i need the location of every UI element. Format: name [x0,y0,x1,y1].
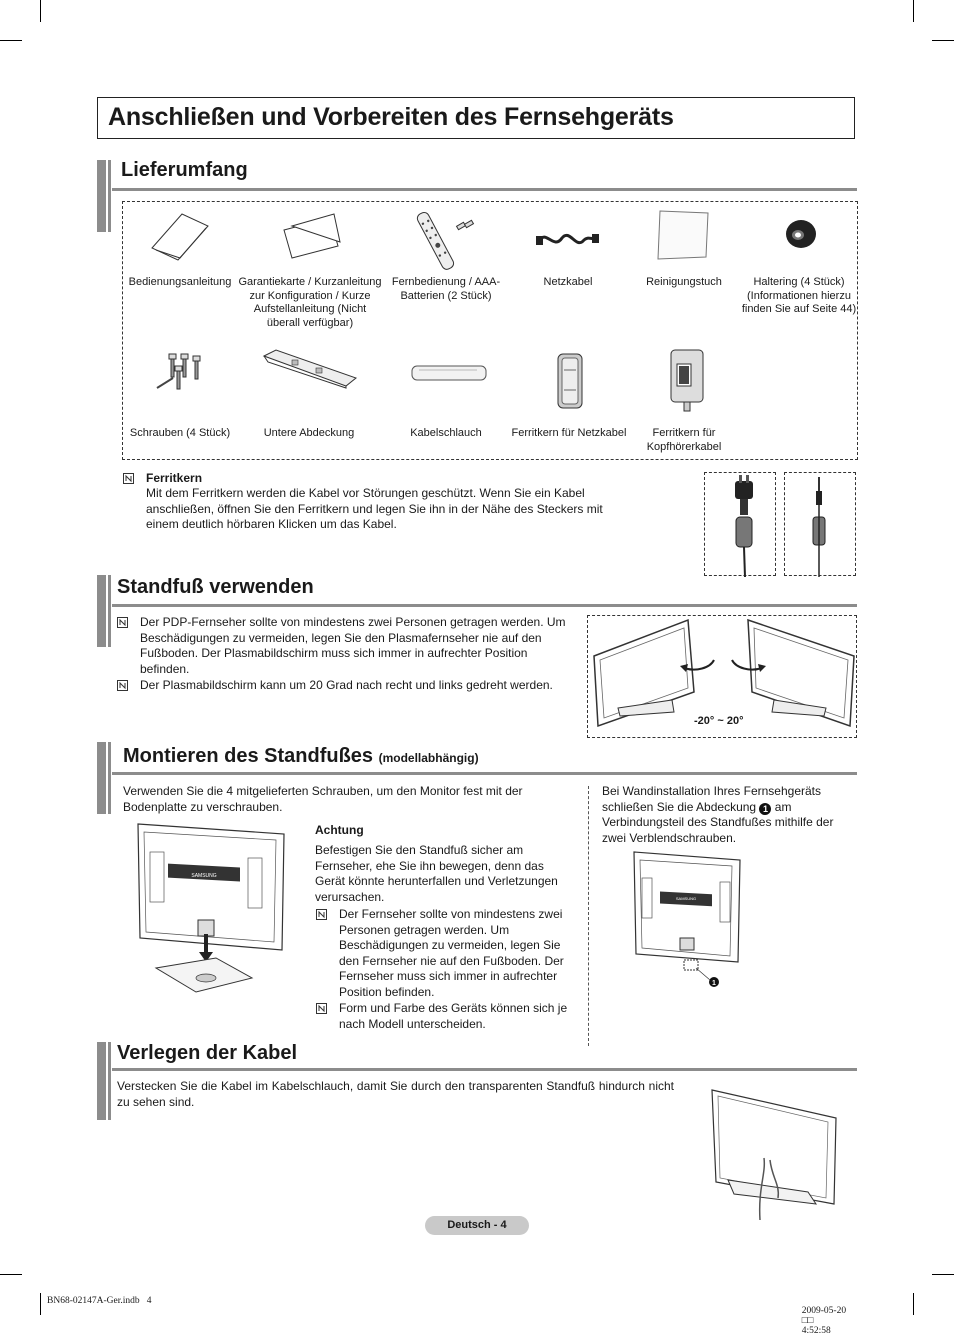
manual-icon [148,212,212,262]
item-label: Untere Abdeckung [263,427,355,439]
ferrite-headphone-cable-icon [785,473,857,577]
section-title-text: Montieren des Standfußes [123,745,374,767]
wall-text-a: Bei Wandinstallation Ihres Fernsehgeräts schließen Sie die Abdeckung [602,784,821,814]
bottom-cover-icon [262,348,358,390]
crop-mark [40,0,41,22]
standfuss-note-1: Der PDP-Fernseher sollte von mindestens zwei Personen getragen werden. Um Beschädigungen zu vermeiden, legen Sie den Plasmafernseher nie auf den Fußboden. Der Plasmabildschirm muss sich immer in aufrechter Position befinden. [140,615,566,676]
section-title-standfuss: Standfuß verwenden [117,576,314,598]
marker-one: 1 [759,803,771,815]
item-label: Fernbedienung / AAA-Batterien (2 Stück) [391,276,501,302]
item-label: Bedienungsanleitung [128,276,232,288]
item-label: Ferritkern für Kopfhörerkabel [646,427,722,453]
cable-tie-icon [411,364,487,382]
holder-ring-icon [784,218,818,250]
footer-date: 2009-05-20 [801,1306,847,1316]
page-number-badge: Deutsch - 4 [425,1216,529,1235]
crop-mark [932,40,954,41]
crop-mark [0,1274,22,1275]
item-label: Garantiekarte / Kurzanleitung zur Konfiguration / Kurze Aufstellanleitung (Nicht überall verfügbar) [238,276,382,329]
crop-mark [913,0,914,22]
note-icon [123,473,134,484]
ferrite-power-cable-icon [705,473,777,577]
section-bar [108,575,111,647]
section-rule [112,1068,857,1071]
standfuss-note-2: Der Plasmabildschirm kann um 20 Grad nach recht und links gedreht werden. [140,678,553,692]
wall-install-text [602,784,842,846]
power-cord-icon [536,226,600,254]
ferrite-note-text: Mit dem Ferritkern werden die Kabel vor Störungen geschützt. Wenn Sie ein Kabel anschließen, öffnen Sie den Ferritkern und legen Sie ihn in der Nähe des Steckers mit einem deutlich hörbaren Klicken um das Kabel. [146,486,603,531]
item-label: Haltering (4 Stück) (Informationen hierzu finden Sie auf Seite 44) [741,276,857,315]
page-title-box [97,97,855,139]
montieren-intro: Verwenden Sie die 4 mitgelieferten Schrauben, um den Monitor fest mit der Bodenplatte zu verschrauben. [123,784,523,814]
section-bar [108,742,111,814]
rotation-label: -20° ~ 20° [694,715,744,727]
footer-file-name: BN68-02147A-Ger.indb 4 [47,1296,152,1306]
footer-time-glyphs: □□ [801,1316,814,1326]
section-title-montieren [123,745,479,768]
note-icon [117,680,128,691]
page-title: Anschließen und Vorbereiten des Fernsehgeräts [108,103,674,131]
section-bar [97,160,106,232]
crop-mark [0,40,22,41]
marker-one-label: 1 [712,980,716,987]
brand-text: SAMSUNG [191,873,217,879]
ferrite-core-power-icon [554,352,586,410]
kabel-text: Verstecken Sie die Kabel im Kabelschlauch, damit Sie durch den transparenten Standfuß hindurch nicht zu sehen sind. [117,1079,674,1109]
note-icon [316,909,327,920]
ferrite-core-headphone-icon [667,348,707,412]
tv-back-stand-illustration [136,822,286,1002]
wall-text-b: am Verbindungsteil des Standfußes mithilfe der zwei Verblendschrauben. [602,799,834,845]
cable-routing-illustration [708,1088,842,1222]
section-bar [97,575,106,647]
contents-box [122,201,858,460]
screws-icon [155,352,207,396]
footer-timestamp [797,1296,846,1336]
crop-mark [913,1293,914,1315]
achtung-title: Achtung [315,823,364,837]
item-label: Schrauben (4 Stück) [129,427,231,439]
section-rule [112,604,857,607]
montieren-note-2: Form und Farbe des Geräts können sich je nach Modell unterscheiden. [339,1001,568,1031]
section-title-lieferumfang: Lieferumfang [121,159,248,181]
section-bar [108,1042,111,1120]
column-divider [588,786,589,1046]
note-icon [117,617,128,628]
section-bar [108,160,111,232]
brand-text: SAMSUNG [675,896,697,901]
section-bar [97,1042,106,1120]
item-label: Ferritkern für Netzkabel [511,427,627,439]
rotation-illustration-box [587,615,857,738]
section-bar [97,742,106,814]
ferrite-headphone-illustration [784,472,856,576]
item-label: Kabelschlauch [410,427,482,439]
ferrite-power-illustration [704,472,776,576]
achtung-text: Befestigen Sie den Standfuß sicher am Fernseher, ehe Sie ihn bewegen, denn das Gerät könnte herunterfallen und Verletzungen verursachen. [315,843,558,904]
footer-time: 4:52:58 [801,1326,831,1336]
tv-back-cover-illustration [632,850,742,990]
remote-control-icon [415,210,481,270]
section-title-suffix: (modellabhängig) [378,751,479,765]
section-rule [112,772,857,775]
crop-mark [40,1293,41,1315]
cleaning-cloth-icon [656,209,712,261]
item-label: Reinigungstuch [646,276,722,288]
section-rule [112,188,857,191]
section-title-kabel: Verlegen der Kabel [117,1042,298,1064]
montieren-note-1: Der Fernseher sollte von mindestens zwei Personen getragen werden. Um Beschädigungen zu vermeiden, legen Sie den Fernseher nie auf den Fußboden. Der Fernseher muss sich immer in aufrechter Position befinden. [339,907,564,999]
ferrite-note-title: Ferritkern [146,471,203,485]
crop-mark [932,1274,954,1275]
note-icon [316,1003,327,1014]
warranty-card-icon [282,212,342,260]
item-label: Netzkabel [543,276,593,288]
